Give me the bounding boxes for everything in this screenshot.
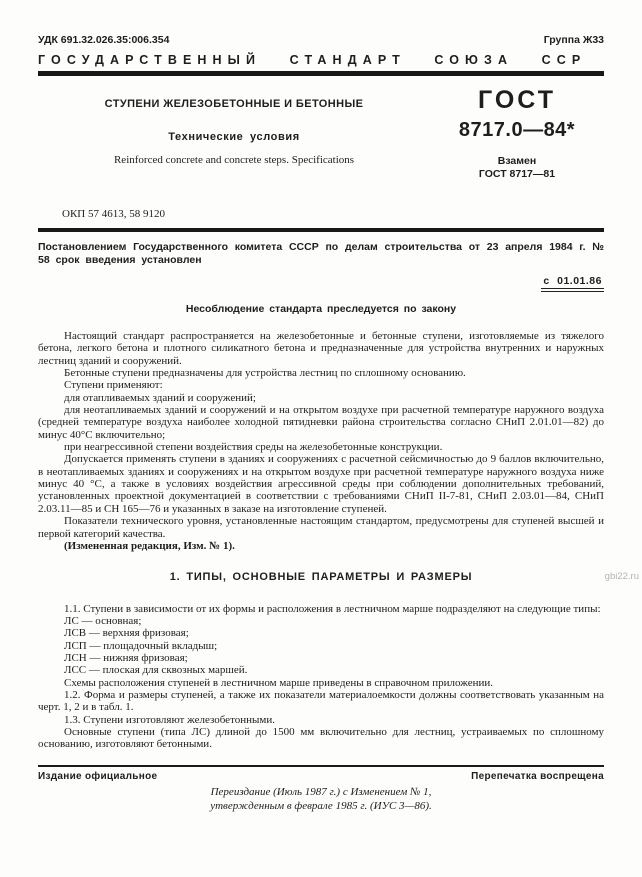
official-edition-label: Издание официальное xyxy=(38,770,158,782)
intro-paragraph: для отапливаемых зданий и сооружений; xyxy=(64,391,256,404)
law-notice: Несоблюдение стандарта преследуется по закону xyxy=(185,303,457,315)
state-standard-banner: ГОСУДАРСТВЕННЫЙ СТАНДАРТ СОЮЗА ССР xyxy=(38,53,587,67)
intro-paragraph: Допускается применять ступени в зданиях и сооружениях с расчетной сейсмичностью до 9 баллов включительно, в неотапливаемых зданиях и сооружениях и на открытом воздухе при расчетной температуре наружного воздуха ниже минус 40 °С, а также в условиях воздействия агрессивной среды при соблюдении дополнительных требований, установленных проектной документацией в соответствии с требованиями СНиП II-7-81, СНиП 2.03.01—84, СНиП 2.03.11—85 и СН 165—76 и указанных в заказе на изготовление ступеней. xyxy=(38,453,604,515)
schemes-note: Схемы расположения ступеней в лестничном марше приведены в справочном приложении. xyxy=(64,676,493,689)
type-list-item: ЛСВ — верхняя фризовая; xyxy=(64,627,189,640)
doc-title-en: Reinforced concrete and concrete steps. Specifications xyxy=(113,154,355,166)
reissue-note xyxy=(38,785,604,813)
udk-number: УДК 691.32.026.35:006.354 xyxy=(38,34,170,46)
top-code-line xyxy=(38,34,604,46)
type-list-item: ЛСН — нижняя фризовая; xyxy=(64,651,188,664)
intro-paragraph: Настоящий стандарт распространяется на железобетонные и бетонные ступени, изготовляемые из тяжелого бетона, легкого бетона и плотного силикатного бетона и предназначенные для устройства внутренних и наружных лестниц зданий и сооружений. xyxy=(38,330,604,367)
effective-date: с 01.01.86 xyxy=(541,275,604,292)
site-watermark: gbi22.ru xyxy=(604,571,639,582)
gost-designation-block xyxy=(430,88,604,204)
doc-title-ru: СТУПЕНИ ЖЕЛЕЗОБЕТОННЫЕ И БЕТОННЫЕ xyxy=(104,98,364,110)
reprint-notice: Перепечатка воспрещена xyxy=(471,770,604,782)
replaces-label: Взамен xyxy=(497,155,537,167)
type-list-item: ЛСП — площадочный вкладыш; xyxy=(64,639,218,652)
effective-date-row xyxy=(38,271,604,292)
type-list-item: ЛСС — плоская для сквозных маршей. xyxy=(64,664,248,677)
clause-1-2: 1.2. Форма и размеры ступеней, а также их показатели материалоемкости должны соответствовать указанным на черт. 1, 2 и в табл. 1. xyxy=(38,688,604,714)
intro-paragraph: Бетонные ступени предназначены для устройства лестниц по сплошному основанию. xyxy=(64,367,466,380)
intro-paragraph: при неагрессивной степени воздействия среды на железобетонные конструкции. xyxy=(64,441,443,454)
title-block xyxy=(38,76,604,204)
clause-1-1: 1.1. Ступени в зависимости от их формы и расположения в лестничном марше подразделяют на следующие типы: xyxy=(64,602,601,615)
okp-code: ОКП 57 4613, 58 9120 xyxy=(62,208,165,220)
amendment-note: (Измененная редакция, Изм. № 1). xyxy=(64,539,235,552)
clause-1-3: 1.3. Ступени изготовляют железобетонными. xyxy=(64,713,275,726)
page-content xyxy=(38,34,604,813)
doc-subtitle-ru: Технические условия xyxy=(168,131,300,143)
reissue-line-1: Переиздание (Июль 1987 г.) с Изменением № 1, xyxy=(210,785,432,798)
type-list-item: ЛС — основная; xyxy=(64,614,142,627)
footer-divider xyxy=(38,765,604,767)
clause-1-3-note: Основные ступени (типа ЛС) длиной до 1500 мм включительно для лестниц, устраиваемых по сплошному основанию, изготовляют бетонными. xyxy=(38,725,604,751)
replaces-number: ГОСТ 8717—81 xyxy=(478,168,556,181)
decree-paragraph: Постановлением Государственного комитета СССР по делам строительства от 23 апреля 1984 г. № 58 срок введения установлен xyxy=(38,241,604,266)
gost-label: ГОСТ xyxy=(478,86,556,114)
divider-thick-bottom xyxy=(38,228,604,232)
gost-number: 8717.0—84* xyxy=(458,119,576,141)
section-1-heading: 1. ТИПЫ, ОСНОВНЫЕ ПАРАМЕТРЫ И РАЗМЕРЫ xyxy=(169,571,473,584)
reissue-line-2: утвержденным в феврале 1985 г. (ИУС 3—86). xyxy=(210,799,432,812)
intro-text xyxy=(38,330,604,751)
intro-paragraph: Показатели технического уровня, установленные настоящим стандартом, предусмотрены для ступеней высшей и первой категорий качества. xyxy=(38,515,604,540)
footer-labels xyxy=(38,771,604,782)
title-left-column xyxy=(38,88,430,204)
group-code: Группа Ж33 xyxy=(543,34,604,46)
intro-paragraph: для неотапливаемых зданий и сооружений и на открытом воздухе при расчетной температуре наружного воздуха (средней температуре воздуха наиболее холодной пятидневки района строительства согласно СНиП 2.01.01—82) до минус 40°С включительно; xyxy=(38,404,604,441)
intro-paragraph: Ступени применяют: xyxy=(64,379,163,392)
